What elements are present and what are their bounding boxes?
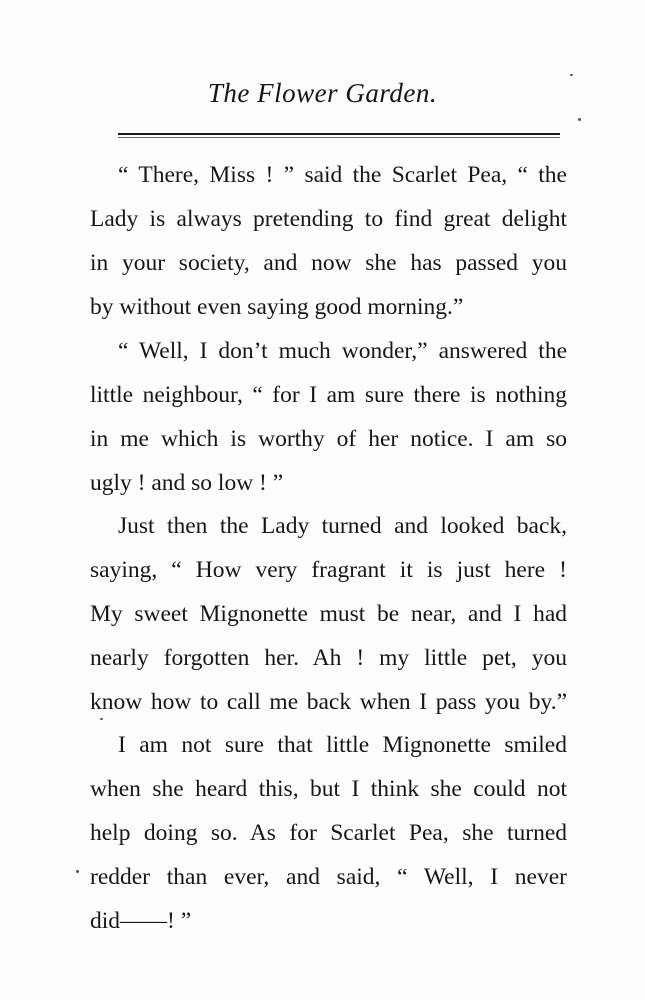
text-line-6: little neighbour, “ for I am sure there is nothing — [90, 382, 567, 408]
paper-speck — [76, 870, 79, 873]
text-line-3: in your society, and now she has passed you — [90, 250, 567, 276]
text-line-5: “ Well, I don’t much wonder,” answered the — [118, 338, 567, 364]
header-rule-thin — [118, 137, 560, 138]
paper-speck — [570, 74, 573, 76]
paper-speck — [578, 118, 581, 121]
text-line-13: know how to call me back when I pass you by.” — [90, 689, 567, 715]
text-line-17: redder than ever, and said, “ Well, I never — [90, 864, 567, 890]
text-line-8: ugly ! and so low ! ” — [90, 470, 284, 496]
text-line-7: in me which is worthy of her notice. I am so — [90, 426, 567, 452]
text-line-16: help doing so. As for Scarlet Pea, she turned — [90, 820, 567, 846]
text-line-10: saying, “ How very fragrant it is just here ! — [90, 557, 567, 583]
text-line-15: when she heard this, but I think she could not — [90, 776, 567, 802]
paper-speck — [100, 718, 103, 720]
text-line-11: My sweet Mignonette must be near, and I had — [90, 601, 567, 627]
text-line-4: by without even saying good morning.” — [90, 294, 464, 320]
text-line-12: nearly forgotten her. Ah ! my little pet, you — [90, 645, 567, 671]
text-line-2: Lady is always pretending to find great delight — [90, 206, 567, 232]
text-line-14: I am not sure that little Mignonette smiled — [118, 732, 567, 758]
text-line-18: did——! ” — [90, 908, 192, 934]
text-line-1: “ There, Miss ! ” said the Scarlet Pea, “ the — [118, 162, 567, 188]
header-rule — [118, 133, 560, 135]
text-line-9: Just then the Lady turned and looked back, — [118, 513, 567, 539]
running-head: The Flower Garden. — [207, 78, 438, 108]
